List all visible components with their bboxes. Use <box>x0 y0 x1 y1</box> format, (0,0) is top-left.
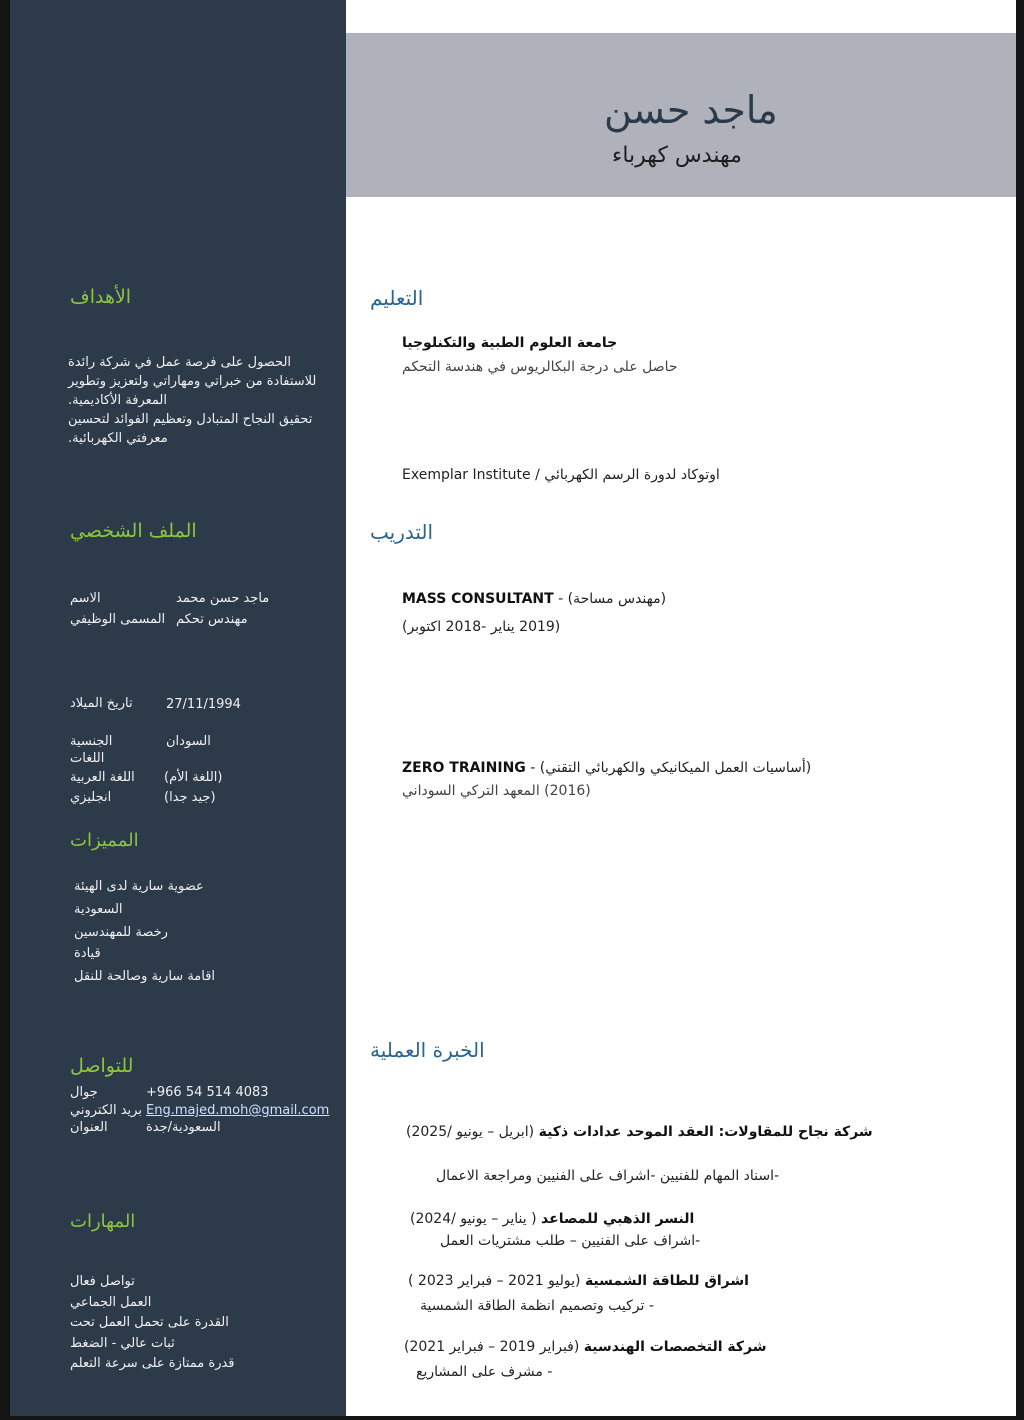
goals-heading: الأهداف <box>70 286 132 308</box>
skill-item: ثبات عالي - الضغط <box>70 1335 175 1351</box>
person-name: ماجد حسن <box>604 88 778 132</box>
training-item <box>402 760 811 776</box>
training-org: ZERO TRAINING <box>402 760 526 776</box>
training-role: - (مهندس مساحة) <box>553 591 667 607</box>
goals-line: المعرفة الأكاديمية. <box>68 393 167 408</box>
job-period: (فبراير 2019 – فبراير 2021) <box>404 1339 580 1355</box>
features-line: رخصة للمهندسين <box>74 925 168 940</box>
job-task: - مشرف على المشاريع <box>416 1364 553 1380</box>
language-level: (اللغة الأم) <box>164 770 223 785</box>
features-line: عضوية سارية لدى الهيئة <box>74 879 204 894</box>
job-period: (ابريل – يونيو /2025) <box>406 1124 535 1140</box>
phone-label: جوال <box>70 1085 98 1100</box>
job-task: - تركيب وتصميم انظمة الطاقة الشمسية <box>420 1298 654 1314</box>
job-period: ( يناير – يونيو /2024) <box>410 1211 537 1227</box>
goals-line: تحقيق النجاح المتبادل وتعظيم الفوائد لتحسين <box>68 412 313 427</box>
language-name: انجليزي <box>70 790 112 805</box>
features-line: السعودية <box>74 902 123 917</box>
nationality-value: السودان <box>166 734 211 749</box>
birth-label: تاريخ الميلاد <box>70 696 133 711</box>
goals-text <box>68 353 330 448</box>
company-name: شركة نجاح للمقاولات: العقد الموحد عدادات ذكية <box>538 1124 873 1140</box>
company-name: النسر الذهبي للمصاعد <box>541 1211 695 1227</box>
job-label: المسمى الوظيفي <box>70 612 166 627</box>
job-period: (يوليو 2021 – فبراير 2023 ) <box>408 1273 581 1289</box>
goals-line: الحصول على فرصة عمل في شركة رائدة <box>68 355 292 370</box>
training-detail: (2016) المعهد التركي السوداني <box>402 783 591 799</box>
job-task: -اشراف على الفنيين – طلب مشتريات العمل <box>440 1233 701 1249</box>
education-heading: التعليم <box>370 286 424 310</box>
languages-label: اللغات <box>70 751 105 766</box>
phone-value[interactable]: +966 54 514 4083 <box>146 1085 269 1100</box>
language-level: (جيد جدا) <box>164 790 216 805</box>
job-entry-title <box>410 1211 694 1227</box>
job-entry-title <box>406 1124 873 1140</box>
training-role: - (أساسيات العمل الميكانيكي والكهربائي التقني) <box>525 760 812 776</box>
training-detail: (2019 يناير -2018 اكتوبر) <box>402 619 561 635</box>
training-org: MASS CONSULTANT <box>402 591 554 607</box>
language-name: اللغة العربية <box>70 770 135 785</box>
skill-item: العمل الجماعي <box>70 1294 152 1310</box>
experience-heading: الخبرة العملية <box>370 1038 485 1062</box>
skill-item: قدرة ممتازة على سرعة التعلم <box>70 1356 235 1371</box>
skill-item: القدرة على تحمل العمل تحت <box>70 1315 229 1330</box>
job-entry-title <box>404 1339 767 1355</box>
name-label: الاسم <box>70 591 101 606</box>
main-content <box>346 0 1016 1416</box>
job-task: -اسناد المهام للفنيين -اشراف على الفنيين ومراجعة الاعمال <box>436 1168 780 1184</box>
course: اوتوكاد لدورة الرسم الكهربائي / Exemplar Institute <box>402 467 720 483</box>
header-banner <box>346 33 1016 197</box>
address-label: العنوان <box>70 1120 108 1135</box>
skills-list <box>70 1272 330 1375</box>
features-heading: المميزات <box>70 830 139 851</box>
company-name: شركة التخصصات الهندسية <box>583 1339 767 1355</box>
job-title: مهندس كهرباء <box>612 143 742 168</box>
features-line: اقامة سارية وصالحة للنقل <box>74 969 216 984</box>
skill-item: تواصل فعال <box>70 1274 135 1289</box>
university-name: جامعة العلوم الطبية والتكنلوجيا <box>402 335 618 351</box>
email-link[interactable]: Eng.majed.moh@gmail.com <box>146 1103 330 1118</box>
training-heading: التدريب <box>370 520 434 544</box>
job-entry-title <box>408 1273 749 1289</box>
resume-page <box>10 0 1016 1416</box>
job-value: مهندس تحكم <box>176 612 248 627</box>
nationality-label: الجنسية <box>70 734 113 749</box>
sidebar <box>10 0 346 1416</box>
goals-line: للاستفادة من خبراتي ومهاراتي ولتعزيز وتطوير <box>68 374 317 389</box>
training-item <box>402 591 666 607</box>
contact-heading: للتواصل <box>70 1055 134 1077</box>
email-label: بريد الكتروني <box>70 1103 142 1118</box>
profile-heading: الملف الشخصي <box>70 520 197 542</box>
skills-heading: المهارات <box>70 1211 136 1232</box>
features-line: قيادة <box>74 946 101 961</box>
goals-line: معرفتي الكهربائية. <box>68 431 168 446</box>
degree: حاصل على درجة البكالريوس في هندسة التحكم <box>402 359 678 375</box>
address-value: السعودية/جدة <box>146 1120 221 1135</box>
birth-value: 27/11/1994 <box>166 697 241 712</box>
company-name: اشراق للطاقة الشمسية <box>584 1273 749 1289</box>
name-value: ماجد حسن محمد <box>176 591 270 606</box>
